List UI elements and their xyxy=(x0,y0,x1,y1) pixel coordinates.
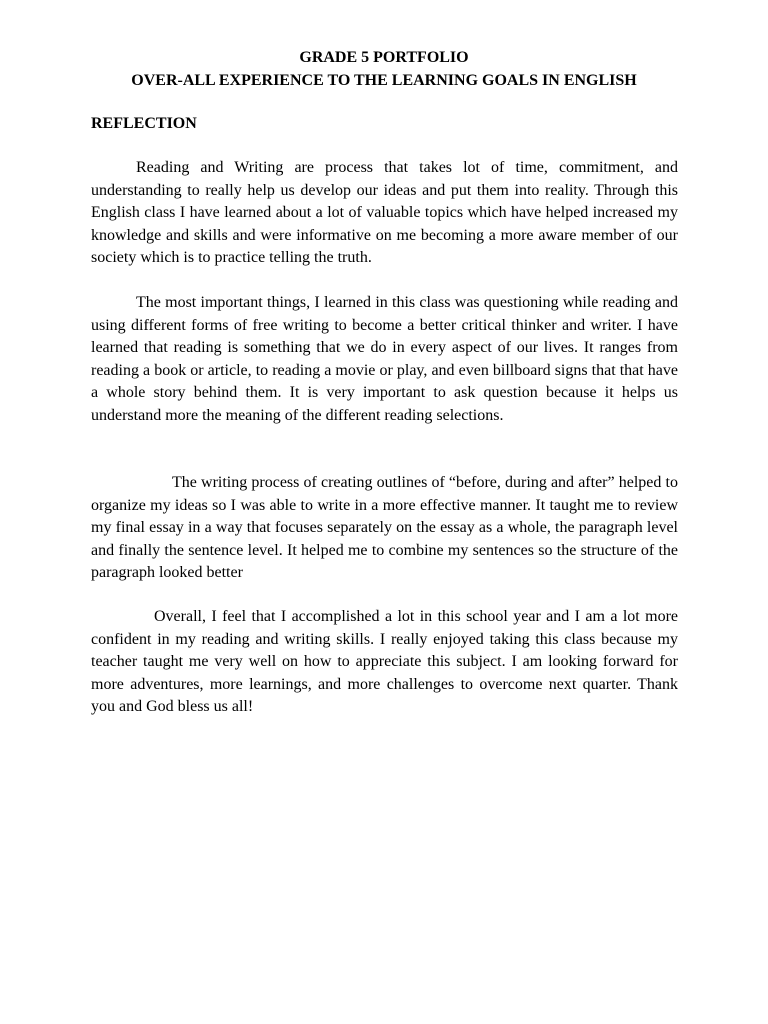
document-title xyxy=(0,46,768,92)
paragraph-3: The writing process of creating outlines of “before, during and after” helped to organize my ideas so I was able to write in a more effective manner. It taught me to review my final essay in a way that focuses separately on the essay as a whole, the paragraph level and finally the sentence level. It helped me to combine my sentences so the structure of the paragraph looked better xyxy=(91,474,678,582)
paragraph-4: Overall, I feel that I accomplished a lot in this school year and I am a lot more confident in my reading and writing skills. I really enjoyed taking this class because my teacher taught me very well on how to appreciate this subject. I am looking forward for more adventures, more learnings, and more challenges to overcome next quarter. Thank you and God bless us all! xyxy=(91,608,678,716)
paragraph-2: The most important things, I learned in this class was questioning while reading and using different forms of free writing to become a better critical thinker and writer. I have learned that reading is something that we do in every aspect of our lives. It ranges from reading a book or article, to reading a movie or play, and even billboard signs that that have a whole story behind them. It is very important to ask question because it helps us understand more the meaning of the different reading selections. xyxy=(91,294,678,424)
title-line-grade: GRADE 5 PORTFOLIO xyxy=(299,49,469,66)
section-heading-reflection: REFLECTION xyxy=(91,115,197,132)
paragraph-1: Reading and Writing are process that takes lot of time, commitment, and understanding to really help us develop our ideas and put them into reality. Through this English class I have learned about a lot of valuable topics which have helped increased my knowledge and skills and were informative on me becoming a more aware member of our society which is to practice telling the truth. xyxy=(91,159,678,267)
title-line-subject: OVER-ALL EXPERIENCE TO THE LEARNING GOALS IN ENGLISH xyxy=(131,72,637,89)
